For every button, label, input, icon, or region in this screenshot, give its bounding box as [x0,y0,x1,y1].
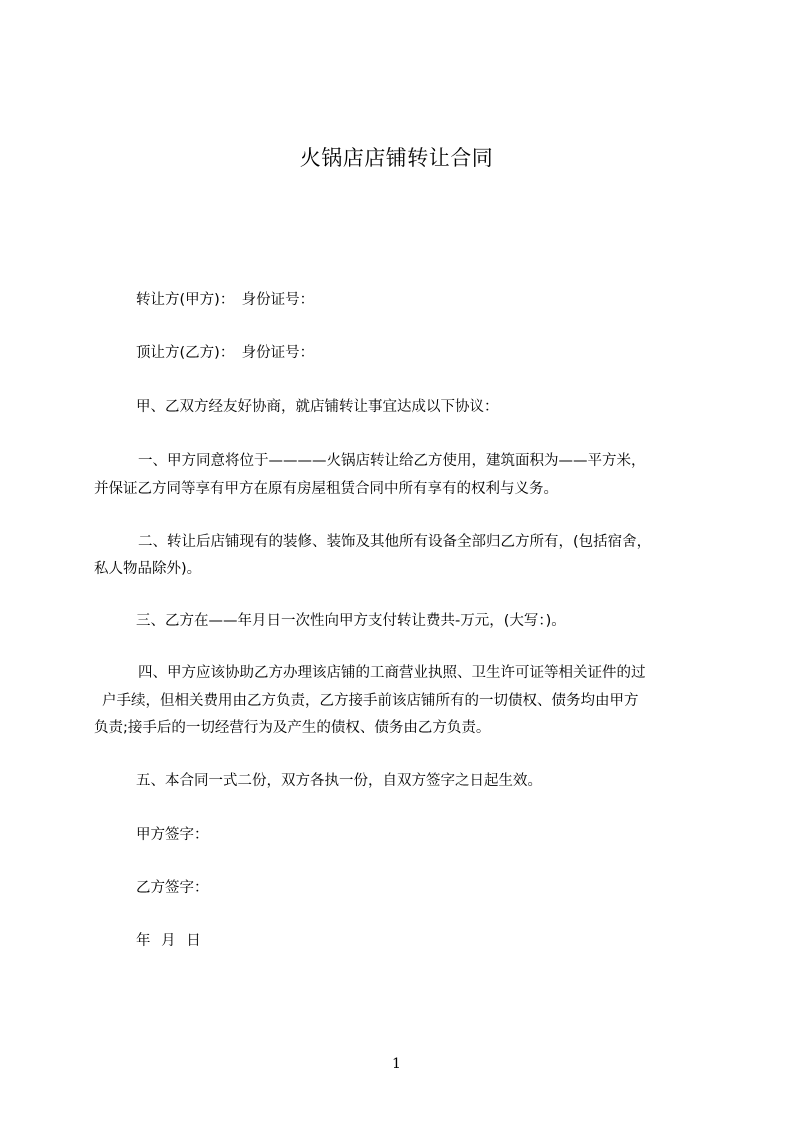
signature-party-b: 乙方签字： [136,880,209,896]
clause-2-line-1: 二、转让后店铺现有的装修、装饰及其他所有设备全部归乙方所有，(包括宿舍， [138,534,652,550]
date-line: 年 月 日 [136,933,201,949]
page-number: 1 [392,1056,401,1072]
intro-paragraph: 甲、乙双方经友好协商，就店铺转让事宜达成以下协议： [136,399,499,415]
clause-1-line-2: 并保证乙方同等享有甲方在原有房屋租赁合同中所有享有的权利与义务。 [94,481,558,497]
clause-4-line-3: 负责;接手后的一切经营行为及产生的债权、债务由乙方负责。 [94,720,491,736]
transferor-line: 转让方(甲方)： 身份证号： [136,292,315,308]
page-title: 火锅店店铺转让合同 [299,146,494,170]
clause-2-line-2: 私人物品除外)。 [94,561,202,577]
signature-party-a: 甲方签字： [136,827,209,843]
transferee-line: 顶让方(乙方)： 身份证号： [136,345,315,361]
clause-4-line-2: 户手续，但相关费用由乙方负责，乙方接手前该店铺所有的一切债权、债务均由甲方 [102,693,639,709]
clause-5: 五、本合同一式二份，双方各执一份，自双方签字之日起生效。 [136,773,542,789]
clause-1-line-1: 一、甲方同意将位于————火锅店转让给乙方使用，建筑面积为——平方米， [138,453,646,469]
clause-4-line-1: 四、甲方应该协助乙方办理该店铺的工商营业执照、卫生许可证等相关证件的过 [138,665,646,681]
clause-3: 三、乙方在——年月日一次性向甲方支付转让费共-万元，(大写：)。 [136,613,566,629]
